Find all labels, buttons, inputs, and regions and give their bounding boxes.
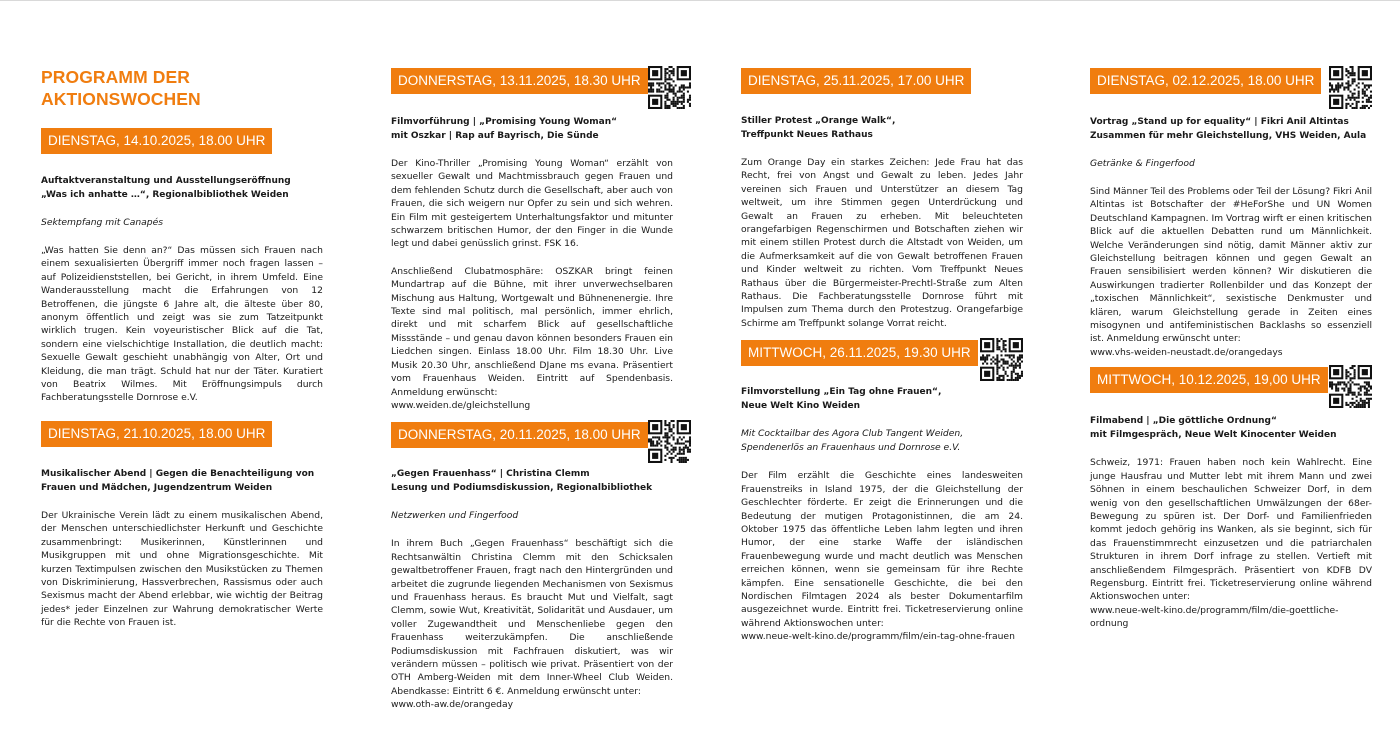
top-divider — [0, 0, 1400, 1]
event-description: Der Kino-Thriller „Promising Young Woman“ erzählt von sexueller Gewalt und Machtmissbrauch gegen Frauen und dem fehlenden Schutz durch die Gesellschaft, aber auch von Frauen, die sich weigern nur Opfer zu sein und sich wehren. Ein Film mit gesteigertem Unterhaltungsfaktor und mitunter schwarzem britischen Humor, der den Finger in die Wunde legt und dabei genüsslich grinst. FSK 16. — [391, 158, 673, 250]
event-link[interactable]: www.weiden.de/gleichstellung — [391, 399, 531, 411]
qr-code-icon[interactable] — [648, 420, 691, 463]
event-title-line: Lesung und Podiumsdiskussion, Regionalbibliothek — [391, 483, 653, 494]
column-4 — [1090, 66, 1372, 631]
event-title-line: Frauen und Mädchen, Jugendzentrum Weiden — [41, 482, 273, 493]
qr-code-icon[interactable] — [1329, 66, 1372, 109]
event-title — [41, 174, 323, 202]
event-title-line: Filmvorstellung „Ein Tag ohne Frauen“, — [741, 387, 942, 398]
event-1 — [41, 128, 323, 405]
event-title-line: Zusammen für mehr Gleichstellung, VHS Weiden, Aula — [1090, 131, 1367, 141]
event-description: Anschließend Clubatmosphäre: OSZKAR bringt feinen Mundartrap auf die Bühne, mit ihrer unverwechselbaren Mischung aus Haltung, Wortgewalt und Bühnenenergie. Ihre Texte sind mal politisch, mal persönlich, immer ehrlich, direkt und mit scharfem Blick auf gesellschaftliche Missstände – und genau davon können besonders Frauen ein Liedchen singen. Einlass 18.00 Uhr. Film 18.30 Uhr. Live Musik 20.30 Uhr, anschließend DJane ms evana. Präsentiert vom Frauenhaus Weiden. Eintritt auf Spendenbasis. Anmeldung erwünscht: — [391, 265, 673, 398]
event-title-line: Auftaktveranstaltung und Ausstellungseröffnung — [41, 176, 291, 186]
date-badge: DONNERSTAG, 20.11.2025, 18.00 UHR — [391, 422, 648, 448]
event-link[interactable]: www.neue-welt-kino.de/programm/film/ein-tag-ohne-frauen — [741, 631, 1015, 643]
event-6 — [741, 338, 1023, 643]
column-2 — [391, 66, 673, 712]
event-description: „Was hatten Sie denn an?“ Das müssen sich Frauen nach einem sexualisierten Übergriff immer noch fragen lassen – auf Polizeidienststellen, bei Gericht, in ihrem Umfeld. Eine Wanderausstellung macht die Erfahrungen von 12 Betroffenen, die jüngste 6 Jahre alt, die älteste über 80, anonym öffentlich und zeigt was sie zum Tatzeitpunkt wirklich trugen. Kein voyeuristischer Blick auf die Tat, sondern eine vielschichtige Installation, die deutlich macht: Sexuelle Gewalt geschieht unabhängig von Alter, Ort und Kleidung, die man trägt. Schuld hat nur der Täter. Kuratiert von Beatrix Wilmes. Mit Eröffnungsimpuls durch Fachberatungsstelle Dornrose e.V. — [41, 245, 323, 404]
event-title-line: „Gegen Frauenhass“ | Christina Clemm — [391, 469, 590, 480]
date-badge: MITTWOCH, 26.11.2025, 19.30 UHR — [741, 340, 978, 366]
date-badge: DONNERSTAG, 13.11.2025, 18.30 UHR — [391, 68, 648, 94]
event-title-line: Filmvorführung | „Promising Young Woman“ — [391, 117, 618, 127]
event-title-line: Vortrag „Stand up for equality“ | Fikri Anil Altintas — [1090, 117, 1349, 127]
event-description: Sind Männer Teil des Problems oder Teil der Lösung? Fikri Anil Altintas ist Botschafter der #HeForShe und UN Women Deutschland Kampagnen. Im Vortrag wirft er einen kritischen Blick auf die aktuellen Debatten rund um Männlichkeit. Welche Veränderungen sind nötig, damit Männer aktiv zur Gleichstellung beitragen können und gegen Gewalt an Frauen sensibilisiert werden können? Wir diskutieren die Auswirkungen tradierter Rollenbilder und das Konzept der „toxischen Männlichkeit“, sexistische Denkmuster und klären, warum Gleichstellung gerade in Zeiten eines misogynen und antifeministischen Backlashs so essenziell ist. Anmeldung erwünscht unter: — [1090, 186, 1373, 345]
event-description: In ihrem Buch „Gegen Frauenhass“ beschäftigt sich die Rechtsanwältin Christina Clemm mit den Schicksalen gewaltbetroffener Frauen, fragt nach den Hintergründen und arbeitet die zugrunde liegenden Mechanismen von Sexismus und Frauenhass heraus. Es braucht Mut und Vielfalt, sagt Clemm, sowie Wut, Kreativität, Solidarität und Ausdauer, um voller Zugewandtheit und Menschenliebe gegen den Frauenhass weiterzukämpfen. Die anschließende Podiumsdiskussion mit Fachfrauen diskutiert, was wir verändern müssen – politisch wie privat. Präsentiert von der OTH Amberg-Weiden mit dem Inner-Wheel Club Weiden. Abendkasse: Eintritt 6 €. Anmeldung erwünscht unter: — [391, 538, 673, 697]
event-title-line: „Was ich anhatte …“, Regionalbibliothek Weiden — [41, 190, 289, 200]
event-title — [391, 115, 673, 143]
event-4 — [391, 420, 673, 711]
event-link[interactable]: www.vhs-weiden-neustadt.de/orangedays — [1090, 346, 1283, 358]
event-title-line: Neue Welt Kino Weiden — [741, 401, 861, 412]
date-badge: DIENSTAG, 14.10.2025, 18.00 UHR — [41, 128, 272, 154]
event-title-line: Treffpunkt Neues Rathaus — [741, 130, 873, 140]
date-badge: DIENSTAG, 21.10.2025, 18.00 UHR — [41, 421, 272, 447]
event-5 — [741, 66, 1023, 330]
event-description: Der Ukrainische Verein lädt zu einem musikalischen Abend, der Menschen unterschiedlichster Herkunft und Geschichte zusammenbringt: Musikerinnen, Künstlerinnen und Musikgruppen mit und ohne Migrationsgeschichte. Mit kurzen Textimpulsen zwischen den Musikstücken zu Themen von Diskriminierung, Hassverbrechen, Rassismus oder auch Sexismus macht der Abend erlebbar, wie wichtig der Beitrag jedes* jeder Einzelnen zur Wahrung demokratischer Werte für die Rechte von Frauen ist. — [41, 509, 323, 629]
event-7 — [1090, 66, 1372, 359]
qr-code-icon[interactable] — [980, 338, 1023, 381]
event-link[interactable]: www.oth-aw.de/orangeday — [391, 699, 514, 711]
event-subtitle: Netzwerken und Fingerfood — [391, 510, 519, 522]
event-title-line: mit Oszkar | Rap auf Bayrisch, Die Sünde — [391, 131, 599, 141]
event-3 — [391, 66, 673, 412]
event-title — [391, 467, 673, 495]
event-title-line: Stiller Protest „Orange Walk“, — [741, 116, 896, 126]
event-subtitle: Mit Cocktailbar des Agora Club Tangent Weiden, Spendenerlös an Frauenhaus und Dornrose e.V. — [741, 428, 964, 454]
column-3 — [741, 66, 1023, 644]
event-2 — [41, 421, 323, 630]
event-link[interactable]: www.neue-welt-kino.de/programm/film/die-goettliche-ordnung — [1090, 604, 1339, 630]
event-description: Schweiz, 1971: Frauen haben noch kein Wahlrecht. Eine junge Hausfrau und Mutter lebt mit ihrem Mann und zwei Söhnen in einem beschaulichen Schweizer Dorf, in dem wenig von den gesellschaftlichen Umwälzungen der 68er-Bewegung zu spüren ist. Der Dorf- und Familienfrieden kommt jedoch gehörig ins Wanken, als sie beginnt, sich für das Frauenstimmrecht einzusetzen und die patriarchalen Strukturen in ihrem Dorf infrage zu stellen. Vertieft mit anschließendem Filmgespräch. Präsentiert von KDFB DV Regensburg. Eintritt frei. Ticketreservierung online während Aktionswochen unter: — [1090, 457, 1372, 603]
event-subtitle: Getränke & Fingerfood — [1090, 158, 1195, 169]
event-title-line: Filmabend | „Die göttliche Ordnung“ — [1090, 416, 1277, 427]
qr-code-icon[interactable] — [1329, 365, 1372, 408]
event-title — [741, 385, 1023, 413]
event-title — [1090, 414, 1372, 442]
event-description: Der Film erzählt die Geschichte eines landesweiten Frauenstreiks in Island 1975, der die Gleichstellung der Geschlechter förderte. Er zeigt die Erinnerungen und die Bedeutung der mutigen Protagonistinnen, die am 24. Oktober 1975 das öffentliche Leben lahm legten und ihren Humor, der eine starke Waffe der isländischen Frauenbewegung wurde und macht deutlich was Menschen erreichen können, wenn sie gemeinsam für ihre Rechte kämpfen. Eine sensationelle Geschichte, die bei den Nordischen Filmtagen 2024 als bester Dokumentarfilm ausgezeichnet wurde. Eintritt frei. Ticketreservierung online während Aktionswochen unter: — [741, 470, 1023, 629]
date-badge: DIENSTAG, 02.12.2025, 18.00 UHR — [1090, 68, 1321, 94]
date-badge: MITTWOCH, 10.12.2025, 19,00 UHR — [1090, 367, 1328, 393]
event-8 — [1090, 365, 1372, 630]
event-title — [741, 114, 1023, 142]
page-title: PROGRAMM DER AKTIONSWOCHEN — [41, 67, 201, 109]
date-badge: DIENSTAG, 25.11.2025, 17.00 UHR — [741, 68, 971, 94]
event-title-line: Musikalischer Abend | Gegen die Benachteiligung von — [41, 468, 315, 479]
event-title — [41, 467, 323, 495]
event-description: Zum Orange Day ein starkes Zeichen: Jede Frau hat das Recht, frei von Angst und Gewalt zu leben. Jedes Jahr vereinen sich Frauen und Unterstützer an diesem Tag weltweit, um ihre Stimmen gegen Unterdrückung und Gewalt an Frauen zu erheben. Mit beleuchteten orangefarbigen Regenschirmen und Botschaften ziehen wir mit einem stillen Protest durch die Altstadt von Weiden, um die Aufmerksamkeit auf die von Gewalt betroffenen Frauen und Kinder weltweit zu richten. Vom Treffpunkt Neues Rathaus über die Bürgermeister-Prechtl-Straße zum Alten Rathaus. Die Fachberatungsstelle Dornrose führt mit Impulsen zum Thema durch den Protestzug. Orangefarbige Schirme am Treffpunkt solange Vorrat reicht. — [741, 157, 1023, 329]
column-1 — [41, 66, 323, 630]
event-subtitle: Sektempfang mit Canapés — [41, 217, 164, 228]
event-title-line: mit Filmgespräch, Neue Welt Kinocenter Weiden — [1090, 430, 1337, 441]
qr-code-icon[interactable] — [648, 66, 691, 109]
event-title — [1090, 115, 1372, 143]
